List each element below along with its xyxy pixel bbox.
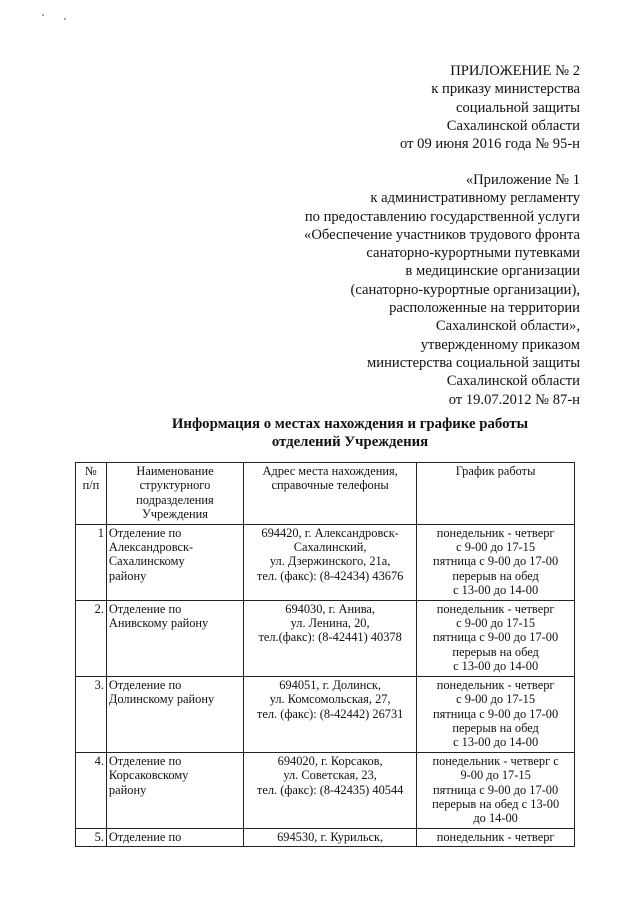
header-schedule: График работы [417, 463, 575, 525]
document-title [100, 415, 600, 451]
row-address: 694420, г. Александровск- Сахалинский, ул. Дзержинского, 21а, тел. (факс): (8-42434) 43676 [244, 524, 417, 600]
appendix-1-line: Сахалинской области [446, 373, 580, 390]
appendix-1-line: (санаторно-курортные организации), [350, 281, 580, 298]
appendix-1-line: Сахалинской области», [435, 318, 580, 335]
appendix-2-line: к приказу министерства [431, 81, 580, 98]
row-address: 694051, г. Долинск, ул. Комсомольская, 27, тел. (факс): (8-42442) 26731 [244, 676, 417, 752]
appendix-1-line: утвержденному приказом [420, 336, 580, 353]
appendix-1-line: «Приложение № 1 [465, 172, 580, 188]
appendix-2-line: ПРИЛОЖЕНИЕ № 2 [450, 63, 580, 79]
row-num: 3. [76, 676, 107, 752]
title-line-1: Информация о местах нахождения и графике работы [171, 416, 529, 432]
appendix-2-line: социальной защиты [456, 99, 580, 116]
appendix-1-line: санаторно-курортными путевками [366, 245, 580, 262]
branch-schedule-table [75, 462, 575, 847]
row-num: 2. [76, 600, 107, 676]
row-address: 694020, г. Корсаков, ул. Советская, 23, тел. (факс): (8-42435) 40544 [244, 752, 417, 828]
row-address: 694530, г. Курильск, [244, 828, 417, 846]
header-address: Адрес места нахождения, справочные телефоны [244, 463, 417, 525]
table-header-row [76, 463, 575, 525]
appendix-1-line: расположенные на территории [389, 300, 580, 317]
row-schedule: понедельник - четверг с 9-00 до 17-15 пятница с 9-00 до 17-00 перерыв на обед с 13-00 до 14-00 [417, 600, 575, 676]
appendix-2-line: Сахалинской области [446, 117, 580, 134]
table-row [76, 600, 575, 676]
table-row [76, 828, 575, 846]
title-line-2: отделений Учреждения [271, 434, 429, 450]
appendix-2-line: от 09 июня 2016 года № 95-н [400, 136, 580, 153]
row-num: 5. [76, 828, 107, 846]
row-address: 694030, г. Анива, ул. Ленина, 20, тел.(факс): (8-42441) 40378 [244, 600, 417, 676]
row-schedule: понедельник - четверг [417, 828, 575, 846]
scan-speck [42, 14, 44, 16]
appendix-1-line: министерства социальной защиты [367, 354, 580, 371]
table-row [76, 676, 575, 752]
table-row [76, 524, 575, 600]
appendix-1-line: от 19.07.2012 № 87-н [448, 391, 580, 408]
row-schedule: понедельник - четверг с 9-00 до 17-15 пятница с 9-00 до 17-00 перерыв на обед с 13-00 до 14-00 [417, 752, 575, 828]
row-name: Отделение по Корсаковскому району [106, 752, 243, 828]
appendix-1-line: к административному регламенту [370, 190, 580, 207]
appendix-1-line: «Обеспечение участников трудового фронта [304, 226, 580, 243]
appendix-2-heading [400, 62, 580, 153]
row-name: Отделение по Александровск- Сахалинскому району [106, 524, 243, 600]
row-name: Отделение по Анивскому району [106, 600, 243, 676]
row-num: 1 [76, 524, 107, 600]
row-schedule: понедельник - четверг с 9-00 до 17-15 пятница с 9-00 до 17-00 перерыв на обед с 13-00 до 14-00 [417, 524, 575, 600]
header-name: Наименование структурного подразделения Учреждения [106, 463, 243, 525]
row-num: 4. [76, 752, 107, 828]
row-schedule: понедельник - четверг с 9-00 до 17-15 пятница с 9-00 до 17-00 перерыв на обед с 13-00 до 14-00 [417, 676, 575, 752]
row-name: Отделение по [106, 828, 243, 846]
appendix-1-heading [304, 171, 580, 409]
table-row [76, 752, 575, 828]
header-num: № п/п [76, 463, 107, 525]
row-name: Отделение по Долинскому району [106, 676, 243, 752]
appendix-1-line: в медицинские организации [405, 263, 580, 280]
scan-speck [64, 18, 66, 20]
appendix-1-line: по предоставлению государственной услуги [304, 208, 580, 225]
